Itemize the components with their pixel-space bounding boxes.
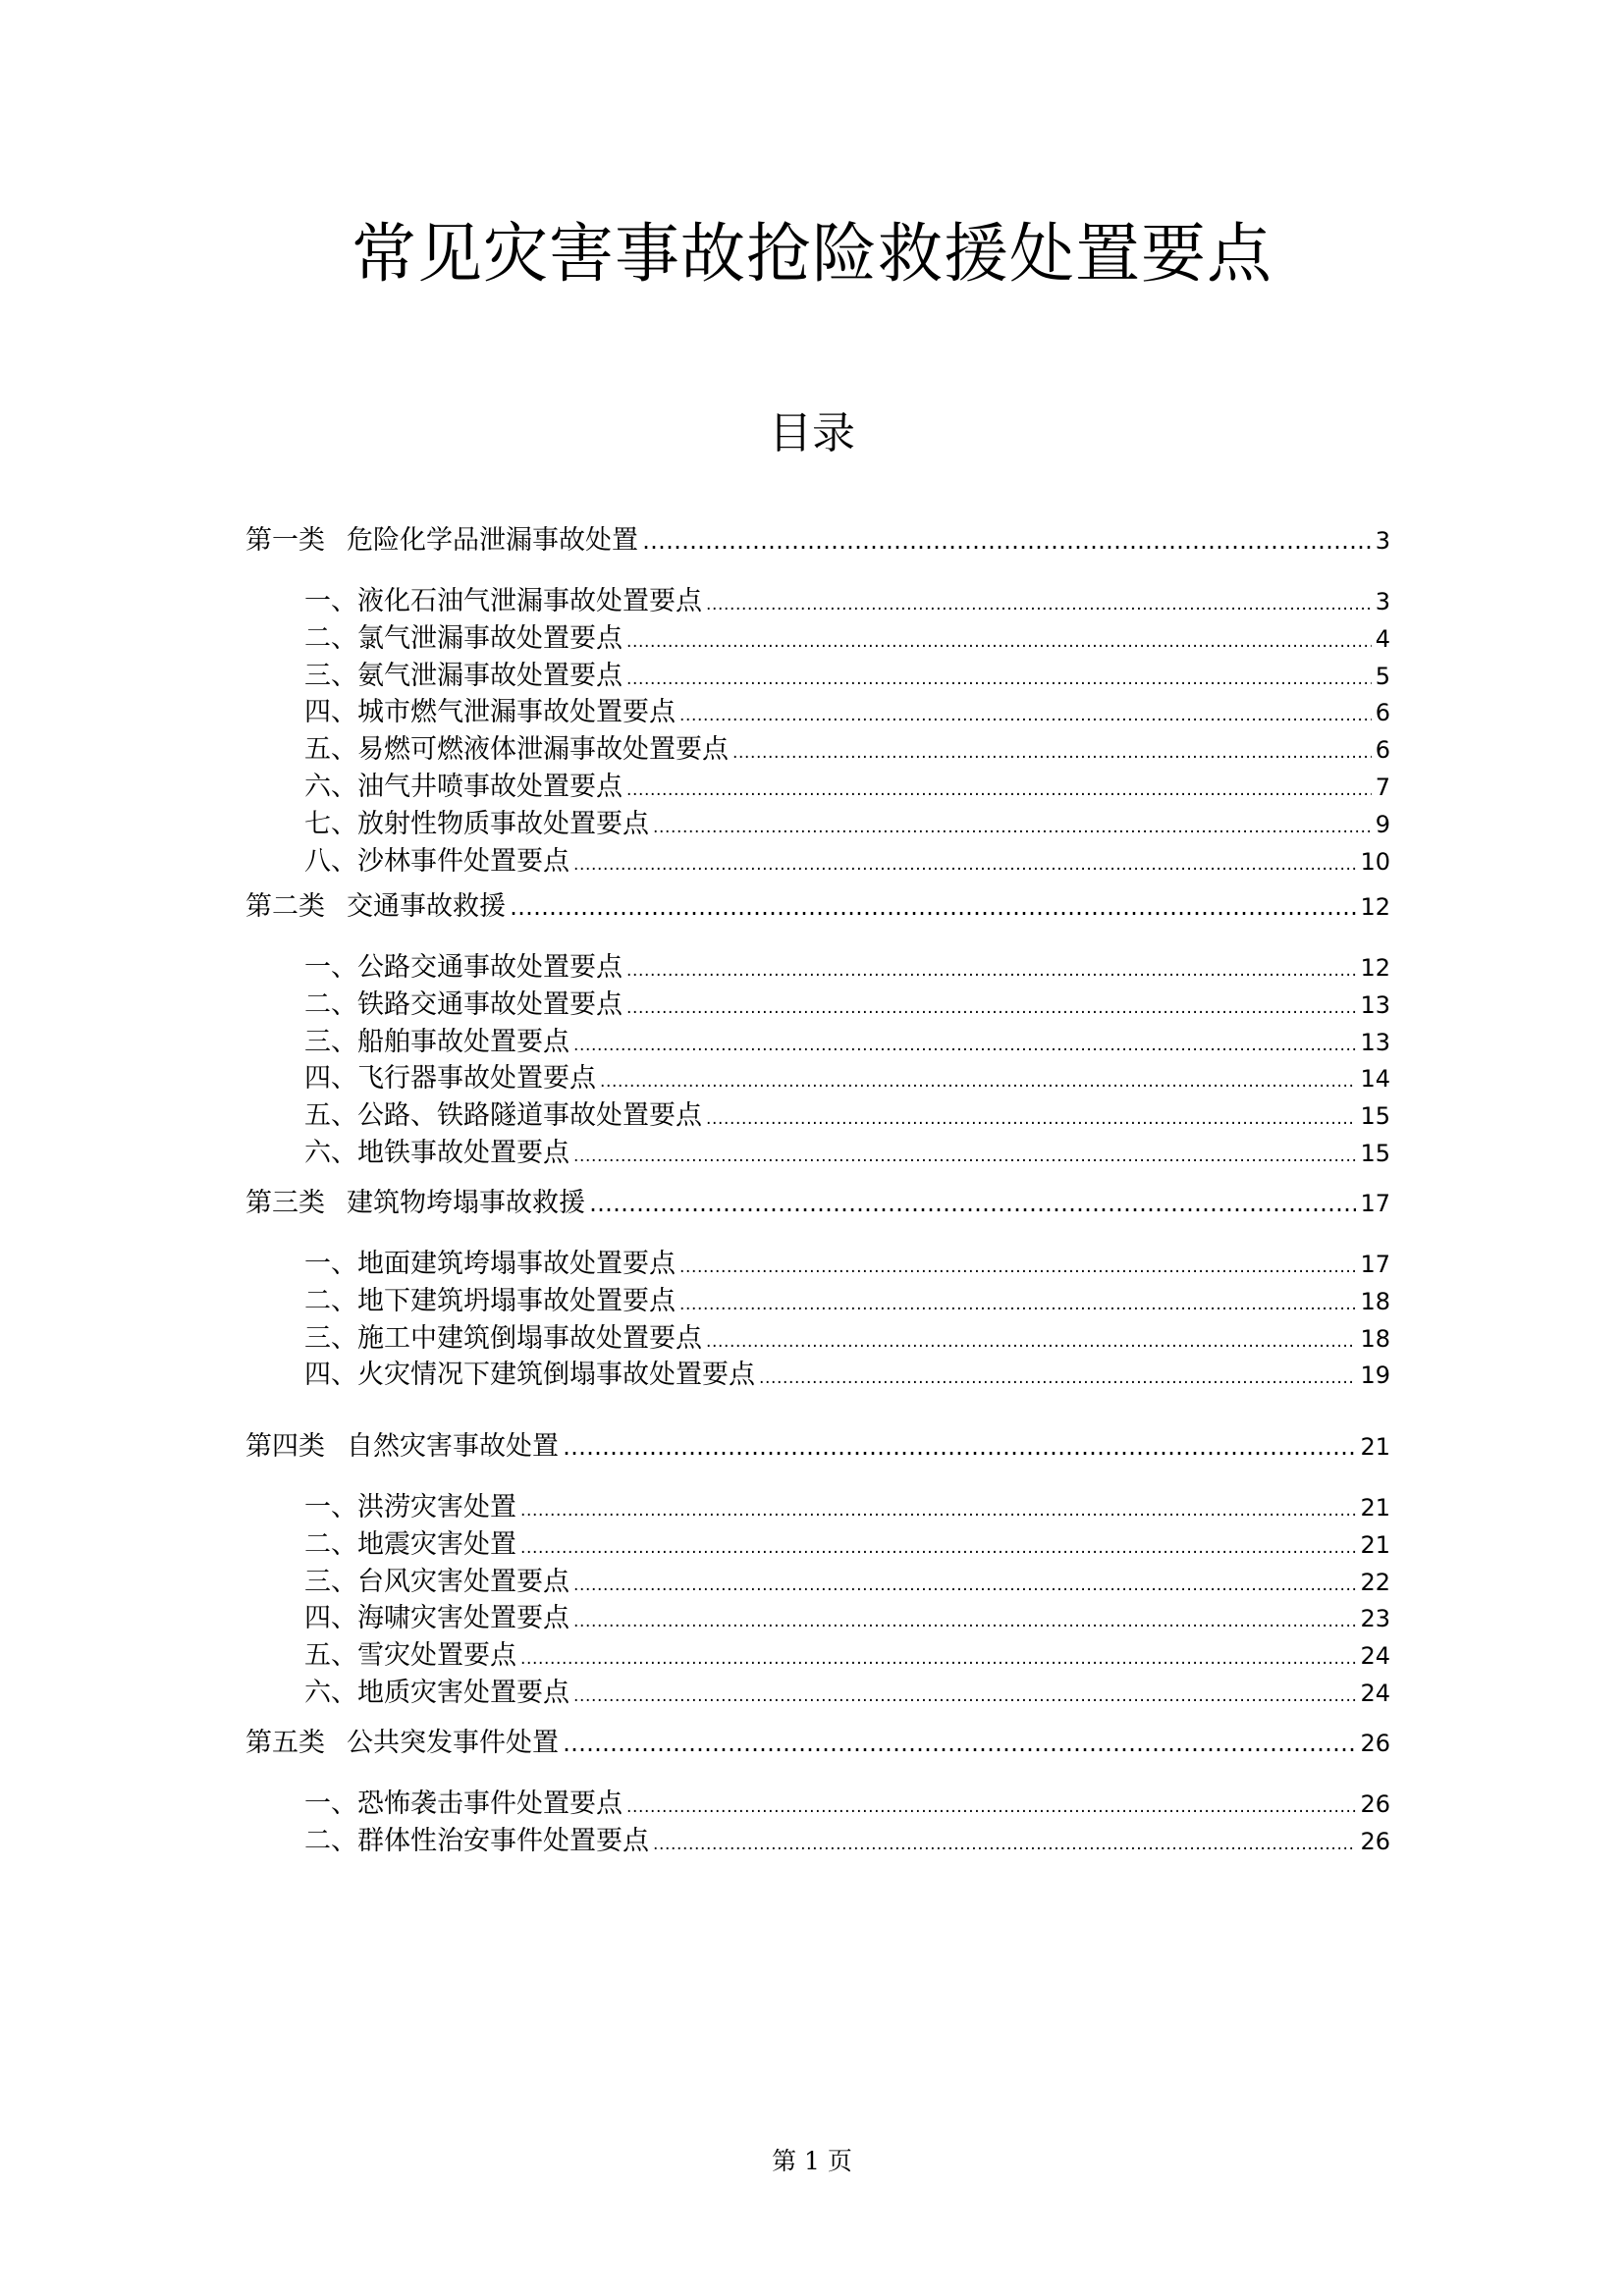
toc-item-label: 地下建筑坍塌事故处置要点 — [357, 1285, 676, 1316]
toc-page-number: 18 — [1360, 1287, 1390, 1315]
toc-item-label: 台风灾害处置要点 — [357, 1566, 569, 1597]
toc-section-number: 第五类 — [245, 1728, 325, 1758]
toc-page-number: 24 — [1360, 1680, 1390, 1707]
toc-item[interactable] — [304, 1489, 1390, 1529]
toc-item[interactable] — [304, 1526, 1390, 1567]
toc-item-number: 一、 — [304, 1789, 357, 1819]
toc-item[interactable] — [304, 949, 1390, 989]
toc-dot-leader — [626, 658, 1372, 698]
toc-page-number: 26 — [1360, 1827, 1390, 1855]
toc-page-number: 21 — [1360, 1530, 1390, 1559]
toc-item[interactable] — [304, 769, 1390, 809]
toc-item[interactable] — [304, 1675, 1390, 1715]
toc-item-number: 六、 — [304, 1138, 357, 1168]
toc-section-label: 自然灾害事故处置 — [347, 1431, 559, 1462]
toc-item-label: 雪灾处置要点 — [357, 1640, 516, 1672]
toc-dot-leader — [520, 1637, 1356, 1678]
toc-section-label: 建筑物垮塌事故救援 — [347, 1188, 585, 1218]
document-title: 常见灾害事故抢险救援处置要点 — [352, 216, 1272, 292]
toc-page-number: 14 — [1360, 1065, 1390, 1094]
toc-item-number: 四、 — [304, 697, 357, 728]
toc-section-number: 第三类 — [245, 1188, 325, 1218]
toc-item-number: 二、 — [304, 988, 357, 1020]
toc-item-label: 液化石油气泄漏事故处置要点 — [357, 586, 702, 616]
toc-dot-leader — [706, 1097, 1356, 1138]
toc-item-number: 二、 — [304, 1285, 357, 1316]
toc-item[interactable] — [304, 731, 1390, 772]
toc-page-number: 12 — [1360, 954, 1390, 982]
toc-dot-leader — [653, 806, 1372, 846]
toc-item-number: 五、 — [304, 1100, 357, 1132]
toc-section-number: 第一类 — [245, 525, 325, 556]
toc-item[interactable] — [304, 620, 1390, 661]
toc-dot-leader — [573, 1135, 1356, 1175]
toc-section-label: 交通事故救援 — [347, 891, 506, 922]
toc-item-label: 铁路交通事故处置要点 — [357, 988, 623, 1020]
toc-page-number: 19 — [1360, 1362, 1390, 1390]
toc-item-label: 公路交通事故处置要点 — [357, 952, 623, 983]
toc-item-number: 二、 — [304, 1825, 357, 1856]
toc-dot-leader — [679, 1283, 1356, 1323]
toc-dot-leader — [626, 949, 1356, 989]
toc-page-number: 3 — [1375, 588, 1390, 615]
toc-dot-leader — [563, 1725, 1356, 1762]
toc-item-number: 二、 — [304, 1528, 357, 1560]
toc-item-number: 四、 — [304, 1063, 357, 1095]
toc-page-number: 12 — [1360, 893, 1390, 921]
toc-item[interactable] — [304, 1320, 1390, 1361]
toc-item-label: 油气井喷事故处置要点 — [357, 772, 623, 802]
toc-dot-leader — [626, 1786, 1356, 1826]
toc-item-number: 三、 — [304, 660, 357, 691]
toc-page-number: 3 — [1375, 527, 1390, 555]
toc-item[interactable] — [304, 843, 1390, 883]
toc-item-number: 六、 — [304, 1678, 357, 1708]
toc-item-label: 沙林事件处置要点 — [357, 845, 569, 877]
toc-item-label: 氨气泄漏事故处置要点 — [357, 660, 623, 691]
toc-item-label: 群体性治安事件处置要点 — [357, 1825, 649, 1856]
toc-item-number: 七、 — [304, 808, 357, 839]
toc-item[interactable] — [304, 658, 1390, 698]
toc-item-label: 飞行器事故处置要点 — [357, 1063, 596, 1095]
toc-page-number: 9 — [1375, 810, 1390, 838]
toc-item-number: 一、 — [304, 586, 357, 616]
toc-item[interactable] — [304, 1135, 1390, 1175]
toc-dot-leader — [732, 731, 1372, 772]
toc-item[interactable] — [304, 1823, 1390, 1863]
toc-dot-leader — [510, 888, 1356, 926]
toc-item[interactable] — [304, 1786, 1390, 1826]
toc-page-number: 13 — [1360, 990, 1390, 1019]
toc-dot-leader — [679, 694, 1372, 734]
page-footer: 第 1 页 — [772, 2147, 852, 2175]
toc-dot-leader — [626, 769, 1372, 809]
toc-heading: 目录 — [769, 408, 855, 458]
toc-item[interactable] — [304, 1024, 1390, 1064]
toc-dot-leader — [573, 1024, 1356, 1064]
toc-item[interactable] — [304, 1283, 1390, 1323]
toc-item-label: 地铁事故处置要点 — [357, 1138, 569, 1168]
toc-item[interactable] — [304, 1600, 1390, 1640]
toc-item[interactable] — [304, 806, 1390, 846]
toc-page-number: 22 — [1360, 1568, 1390, 1596]
toc-item-number: 四、 — [304, 1603, 357, 1634]
toc-item-number: 三、 — [304, 1026, 357, 1057]
toc-dot-leader — [520, 1489, 1356, 1529]
toc-item-label: 洪涝灾害处置 — [357, 1492, 516, 1522]
toc-dot-leader — [706, 1320, 1356, 1361]
toc-item-number: 二、 — [304, 622, 357, 654]
toc-page-number: 4 — [1375, 624, 1390, 653]
toc-dot-leader — [600, 1060, 1356, 1100]
toc-dot-leader — [653, 1823, 1356, 1863]
toc-item-label: 城市燃气泄漏事故处置要点 — [357, 697, 676, 728]
toc-dot-leader — [759, 1357, 1356, 1397]
toc-dot-leader — [589, 1185, 1356, 1222]
toc-section-2[interactable] — [245, 888, 1390, 926]
toc-item-number: 五、 — [304, 1640, 357, 1672]
toc-page-number: 24 — [1360, 1642, 1390, 1671]
toc-page-number: 23 — [1360, 1605, 1390, 1633]
toc-dot-leader — [679, 1246, 1356, 1286]
toc-item[interactable] — [304, 1357, 1390, 1397]
toc-item[interactable] — [304, 1246, 1390, 1286]
toc-page-number: 15 — [1360, 1140, 1390, 1167]
toc-item[interactable] — [304, 987, 1390, 1027]
toc-item-number: 一、 — [304, 952, 357, 983]
toc-page-number: 7 — [1375, 774, 1390, 801]
toc-item[interactable] — [304, 1637, 1390, 1678]
toc-item-number: 三、 — [304, 1566, 357, 1597]
toc-item-number: 八、 — [304, 845, 357, 877]
toc-section-3[interactable] — [245, 1185, 1390, 1222]
toc-dot-leader — [642, 522, 1372, 560]
toc-item-number: 一、 — [304, 1492, 357, 1522]
toc-page-number: 17 — [1360, 1251, 1390, 1278]
toc-item-number: 五、 — [304, 734, 357, 766]
toc-page-number: 17 — [1360, 1190, 1390, 1217]
toc-page-number: 5 — [1375, 662, 1390, 690]
toc-item-label: 火灾情况下建筑倒塌事故处置要点 — [357, 1360, 755, 1391]
toc-page-number: 10 — [1360, 847, 1390, 876]
toc-item[interactable] — [304, 1564, 1390, 1604]
toc-item-label: 地面建筑垮塌事故处置要点 — [357, 1249, 676, 1279]
toc-section-number: 第四类 — [245, 1431, 325, 1462]
toc-page-number: 6 — [1375, 736, 1390, 765]
toc-section-label: 危险化学品泄漏事故处置 — [347, 525, 638, 556]
toc-item[interactable] — [304, 1060, 1390, 1100]
toc-item-label: 船舶事故处置要点 — [357, 1026, 569, 1057]
toc-item-number: 一、 — [304, 1249, 357, 1279]
toc-page-number: 15 — [1360, 1102, 1390, 1131]
toc-page-number: 21 — [1360, 1494, 1390, 1522]
toc-item-label: 地震灾害处置 — [357, 1528, 516, 1560]
toc-dot-leader — [573, 1564, 1356, 1604]
toc-page-number: 26 — [1360, 1790, 1390, 1818]
toc-dot-leader — [573, 843, 1356, 883]
toc-page-number: 21 — [1360, 1433, 1390, 1461]
toc-page-number: 13 — [1360, 1028, 1390, 1056]
toc-section-label: 公共突发事件处置 — [347, 1728, 559, 1758]
toc-dot-leader — [563, 1428, 1356, 1466]
toc-item-label: 易燃可燃液体泄漏事故处置要点 — [357, 734, 729, 766]
toc-item-number: 三、 — [304, 1322, 357, 1354]
toc-item-label: 施工中建筑倒塌事故处置要点 — [357, 1322, 702, 1354]
toc-section-4[interactable] — [245, 1428, 1390, 1466]
toc-dot-leader — [626, 620, 1372, 661]
toc-item-label: 公路、铁路隧道事故处置要点 — [357, 1100, 702, 1132]
toc-item-number: 四、 — [304, 1360, 357, 1391]
toc-item-label: 氯气泄漏事故处置要点 — [357, 622, 623, 654]
toc-dot-leader — [706, 583, 1372, 623]
toc-item[interactable] — [304, 1097, 1390, 1138]
toc-item[interactable] — [304, 694, 1390, 734]
toc-section-number: 第二类 — [245, 891, 325, 922]
toc-page-number: 26 — [1360, 1730, 1390, 1757]
toc-dot-leader — [520, 1526, 1356, 1567]
toc-section-1[interactable] — [245, 522, 1390, 560]
toc-item-label: 恐怖袭击事件处置要点 — [357, 1789, 623, 1819]
toc-page-number: 6 — [1375, 699, 1390, 727]
toc-dot-leader — [573, 1675, 1356, 1715]
toc-item[interactable] — [304, 583, 1390, 623]
toc-dot-leader — [626, 987, 1356, 1027]
toc-page-number: 18 — [1360, 1324, 1390, 1353]
toc-item-number: 六、 — [304, 772, 357, 802]
toc-item-label: 海啸灾害处置要点 — [357, 1603, 569, 1634]
toc-item-label: 放射性物质事故处置要点 — [357, 808, 649, 839]
toc-section-5[interactable] — [245, 1725, 1390, 1762]
toc-dot-leader — [573, 1600, 1356, 1640]
toc-item-label: 地质灾害处置要点 — [357, 1678, 569, 1708]
